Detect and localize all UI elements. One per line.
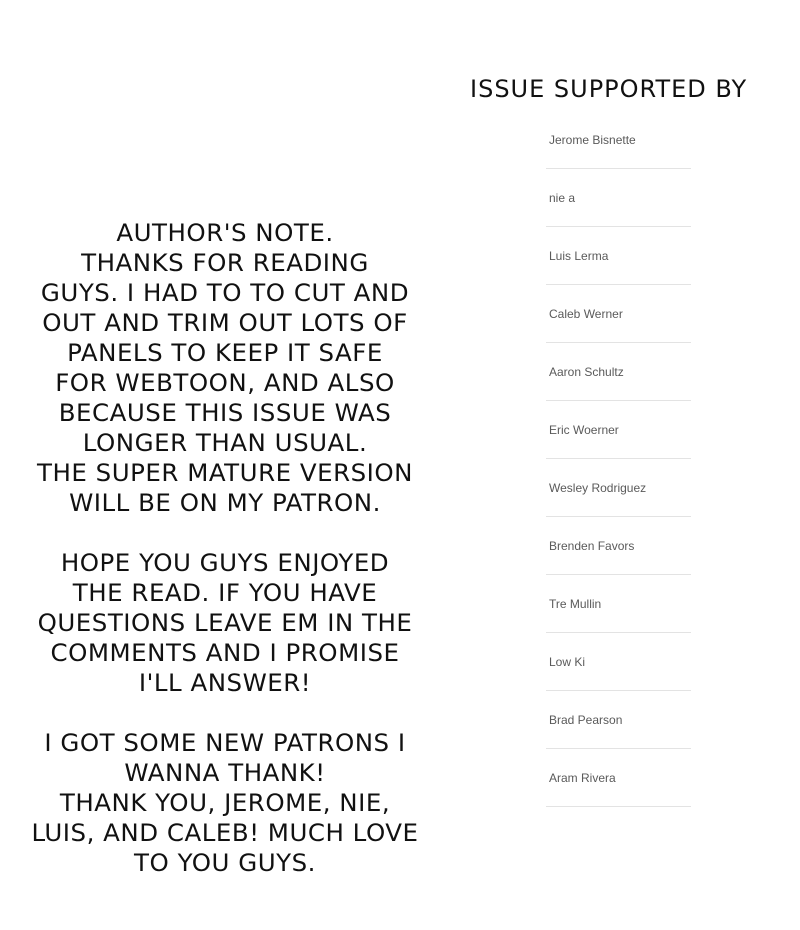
supporter-item: Aaron Schultz <box>546 344 691 401</box>
note-line: GUYS. I HAD TO TO CUT AND <box>40 279 410 307</box>
authors-note-paragraph-1 <box>16 218 434 518</box>
note-line: QUESTIONS LEAVE EM IN THE <box>37 609 413 637</box>
note-line: THE READ. IF YOU HAVE <box>72 579 378 607</box>
supporter-item: Aram Rivera <box>546 750 691 807</box>
authors-note-paragraph-3 <box>16 728 434 878</box>
supporters-list <box>546 112 691 808</box>
note-line: FOR WEBTOON, AND ALSO <box>55 369 395 397</box>
note-line: WILL BE ON MY PATRON. <box>69 489 381 517</box>
authors-note <box>16 218 434 878</box>
supporter-item: Brad Pearson <box>546 692 691 749</box>
supporter-item: Wesley Rodriguez <box>546 460 691 517</box>
note-line: LUIS, AND CALEB! MUCH LOVE <box>31 819 419 847</box>
note-line: AUTHOR'S NOTE. <box>116 219 334 247</box>
supporter-item: Tre Mullin <box>546 576 691 633</box>
supporter-item: Caleb Werner <box>546 286 691 343</box>
paragraph-gap <box>16 698 434 728</box>
supporter-item: Jerome Bisnette <box>546 112 691 169</box>
supporter-item: Eric Woerner <box>546 402 691 459</box>
supporter-item: nie a <box>546 170 691 227</box>
note-line: COMMENTS AND I PROMISE <box>50 639 400 667</box>
note-line: OUT AND TRIM OUT LOTS OF <box>42 309 408 337</box>
note-line: HOPE YOU GUYS ENJOYED <box>60 549 390 577</box>
note-line: THE SUPER MATURE VERSION <box>37 459 413 487</box>
supporter-item: Low Ki <box>546 634 691 691</box>
note-line: PANELS TO KEEP IT SAFE <box>67 339 383 367</box>
note-line: THANKS FOR READING <box>81 249 369 277</box>
supporter-item: Luis Lerma <box>546 228 691 285</box>
paragraph-gap <box>16 518 434 548</box>
note-line: BECAUSE THIS ISSUE WAS <box>58 399 392 427</box>
note-line: I'LL ANSWER! <box>138 669 312 697</box>
note-line: THANK YOU, JEROME, NIE, <box>59 789 391 817</box>
note-line: I GOT SOME NEW PATRONS I <box>44 729 406 757</box>
note-line: TO YOU GUYS. <box>134 849 316 877</box>
supporter-item: Brenden Favors <box>546 518 691 575</box>
note-line: LONGER THAN USUAL. <box>82 429 368 457</box>
authors-note-paragraph-2 <box>16 548 434 698</box>
note-line: WANNA THANK! <box>124 759 326 787</box>
supporters-title: ISSUE SUPPORTED BY <box>470 75 748 103</box>
